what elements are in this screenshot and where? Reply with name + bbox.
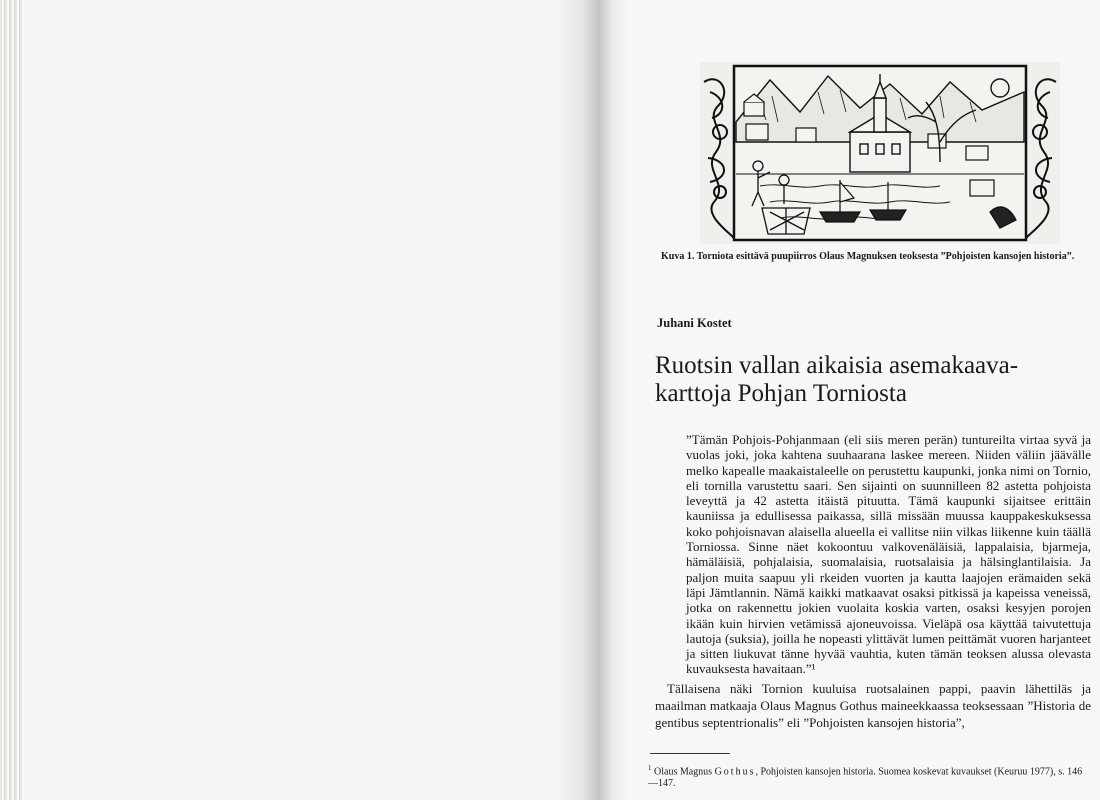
woodcut-figure <box>700 62 1060 244</box>
footnote-rule <box>650 753 730 754</box>
page-edges <box>0 0 24 800</box>
opening-quote: ”Tämän Pohjois-Pohjanmaan (eli siis meren perän) tuntureilta virtaa syvä ja vuolas joki, joka kahtena suuhaarana laskee mereen. Niiden väliin jäävälle melko kapealle maakaistaleelle on perustettu kaupunki, jonka nimi on Tornio, eli tornilla varustettu saari. Sen sijainti on suunnilleen 82 astetta pohjoista leveyttä ja 42 astetta itäistä pituutta. Tämä kaupunki sijaitsee erittäin kauniissa ja edullisessa paikassa, sillä missään muussa kauppakeskuksessa koko pohjoisnavan alaisella alueella ei vallitse niin vilkas liikenne kuin täällä Torniossa. Sinne näet kokoontuu valkovenäläisiä, lappalaisia, bjarmeja, hämäläisiä, pohjalaisia, suomalaisia, ruotsalaisia ja hälsinglantilaisia. Ja paljon muita saapuu yli rkeiden vuorten ja kautta laajojen erämaiden sekä läpi Jämtlannin. Nämä kaikki matkaavat osaksi pitkissä ja kapeissa veneissä, jotka on rakennettu jokien vuolaita koskia varten, osaksi kesyjen porojen ikään kuin hirvien vetämissä ajoneuvoissa. Vieläpä osa käyttää taivutettuja lautoja (suksia), joilla he nopeasti ylittävät lumen peittämät vuoren harjanteet ja sitten liukuvat tänne hyvää vauhtia, kuten tämän teoksen alussa olevasta kuvauksesta havaitaan.”¹ <box>686 432 1091 677</box>
body-paragraph: Tällaisena näki Tornion kuuluisa ruotsalainen pappi, paavin lähettiläs ja maailman matkaaja Olaus Magnus Gothus maineekkaassa teoksessaan ”Historia de gentibus septentrionalis” eli ”Pohjoisten kansojen historia”, <box>655 681 1091 730</box>
footnote-text-after: , Pohjoisten kansojen historia. Suomea koskevat kuvaukset (Keuruu 1977), s. 146—147. <box>648 766 1083 790</box>
article-title: Ruotsin vallan aikaisia asemakaava-karttoja Pohjan Torniosta <box>655 352 1019 407</box>
footnote-text-before: Olaus Magnus <box>654 766 713 778</box>
footnote-author-name: Gothus <box>714 766 756 778</box>
woodcut-illustration <box>700 62 1060 244</box>
footnote <box>648 762 1088 790</box>
left-gutter-shadow <box>558 0 598 800</box>
footnote-marker: 1 <box>648 764 652 772</box>
figure-caption: Kuva 1. Torniota esittävä puupiirros Olaus Magnuksen teoksesta ”Pohjoisten kansojen historia”. <box>661 251 1075 262</box>
right-gutter-shadow <box>598 0 628 800</box>
article-author: Juhani Kostet <box>657 316 732 330</box>
